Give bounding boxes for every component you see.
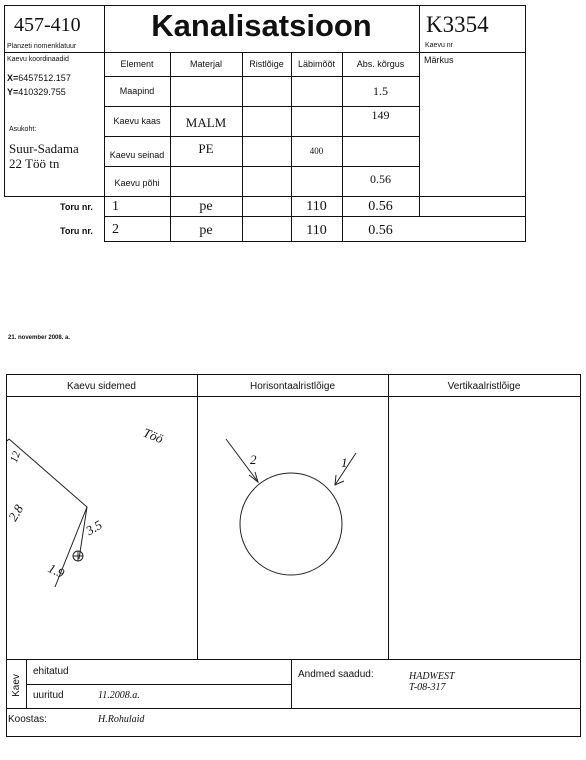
pipe-number: 2 xyxy=(112,222,119,237)
row-elevation: 149 xyxy=(371,107,390,122)
row-element-label: Kaevu kaas xyxy=(113,116,161,126)
pipe-material: pe xyxy=(199,222,213,238)
location-line-1: Suur-Sadama xyxy=(9,141,79,156)
row-element-label: Kaevu seinad xyxy=(109,150,165,160)
sketch-col-title-connections: Kaevu sidemed xyxy=(67,380,136,392)
row-diameter xyxy=(291,76,342,106)
row-elevation: 1.5 xyxy=(373,83,388,98)
col-header-elevation: Abs. kõrgus xyxy=(356,59,405,69)
col-header-diameter: Läbimõõt xyxy=(297,59,336,69)
well-side-label-text: Kaev xyxy=(10,673,22,697)
location-label: Asukoht: xyxy=(9,126,37,133)
row-material: MALM xyxy=(185,115,227,130)
pipe-number: 1 xyxy=(112,199,119,214)
dimension-label: 12 xyxy=(7,449,24,465)
row-material: PE xyxy=(198,141,214,156)
sketch-col-title-horizontal: Horisontaalristlõige xyxy=(249,380,336,392)
row-elevation xyxy=(342,136,419,166)
row-element-label: Maapind xyxy=(119,86,155,96)
surveyed-label: uuritud xyxy=(33,690,64,701)
pipe-elevation: 0.56 xyxy=(368,198,393,214)
row-diameter: 400 xyxy=(309,146,324,156)
pipe-material: pe xyxy=(199,198,213,214)
row-diameter xyxy=(291,166,342,196)
well-side-label xyxy=(6,668,26,702)
map-sheet-number: 457-410 xyxy=(14,14,81,36)
x-value: 6457512.157 xyxy=(18,73,71,83)
col-header-cross-section: Ristlõige xyxy=(249,59,284,69)
row-diameter xyxy=(291,106,342,136)
compiled-label: Koostas: xyxy=(8,714,47,725)
dimension-label: 1.9 xyxy=(45,560,67,581)
dimension-label: 2.8 xyxy=(5,501,27,524)
pipe-row-label: Toru nr. xyxy=(60,202,93,212)
well-number: K3354 xyxy=(426,12,489,37)
y-value: 410329.755 xyxy=(18,87,66,97)
pipe-label-2: 2 xyxy=(250,452,257,467)
pipe-row-label: Toru nr. xyxy=(60,226,93,236)
dimension-label: 3.5 xyxy=(83,517,105,539)
x-coordinate xyxy=(7,73,71,83)
pipe-diameter: 110 xyxy=(306,222,327,238)
surveyed-value: 11.2008.a. xyxy=(98,690,140,701)
arrow-icon xyxy=(249,472,258,482)
document-date: 21. november 2008. a. xyxy=(8,335,71,341)
built-label: ehitatud xyxy=(33,666,69,677)
street-label: Töö xyxy=(141,424,166,447)
data-received-line-1: HADWEST xyxy=(409,671,455,682)
row-element-label: Kaevu põhi xyxy=(114,178,160,188)
col-header-element: Element xyxy=(120,59,154,69)
well-circle-icon xyxy=(240,473,342,575)
horizontal-section-sketch xyxy=(198,397,388,659)
pipe-label-1: 1 xyxy=(341,455,348,470)
col-header-material: Materjal xyxy=(189,59,222,69)
location-line-2: 22 Töö tn xyxy=(9,156,60,171)
data-received-line-2: T-08-317 xyxy=(409,682,446,693)
map-sheet-label: Planzeti nomenklatuur xyxy=(7,43,77,50)
col-header-notes: Märkus xyxy=(424,55,454,65)
y-coordinate xyxy=(7,87,66,97)
row-elevation: 0.56 xyxy=(370,171,391,186)
sketch-col-title-vertical: Vertikaalristlõige xyxy=(447,380,521,392)
row-material xyxy=(170,166,242,196)
page-title: Kanalisatsioon xyxy=(151,8,372,43)
coords-label: Kaevu koordinaadid xyxy=(7,56,69,63)
pipe-elevation: 0.56 xyxy=(368,222,393,238)
x-label: X= xyxy=(7,73,19,83)
compiled-value: H.Rohulaid xyxy=(98,714,145,725)
data-received-label: Andmed saadud: xyxy=(298,669,374,680)
row-material xyxy=(170,76,242,106)
well-number-label: Kaevu nr xyxy=(425,42,454,49)
pipe-diameter: 110 xyxy=(306,198,327,214)
y-label: Y= xyxy=(7,87,19,97)
